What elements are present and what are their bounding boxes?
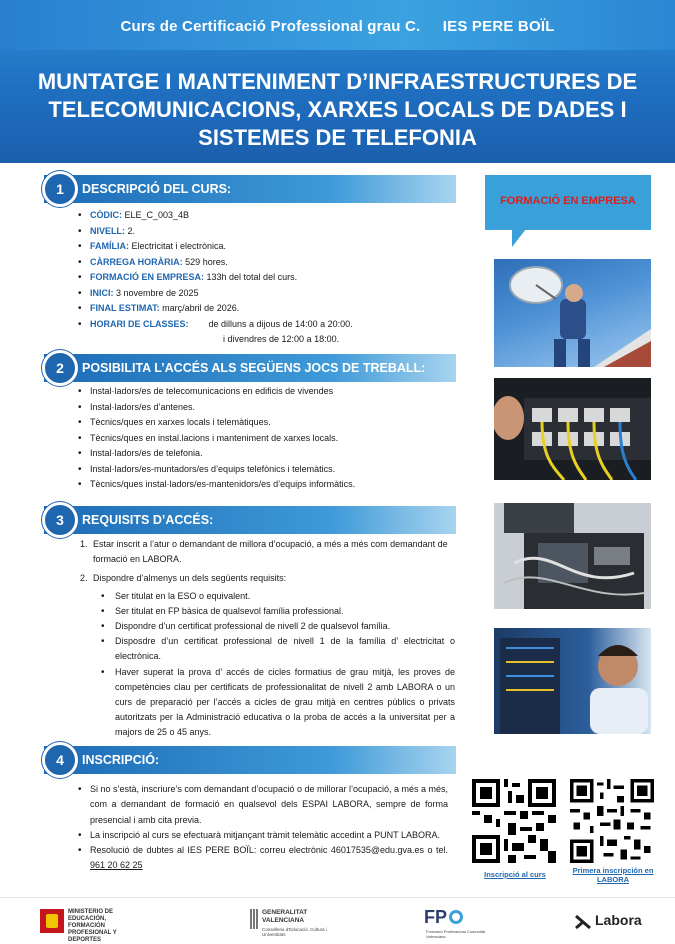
- list-item: • CÒDIC: ELE_C_003_4B: [78, 208, 458, 224]
- list-item: • La inscripció al curs se efectuarà mitjançant tràmit telemàtic accedint a PUNT LABORA.: [78, 828, 448, 843]
- list-item: • FINAL ESTIMAT: març/abril de 2026.: [78, 301, 458, 317]
- list-item: • Ser titulat en la ESO o equivalent.: [101, 589, 455, 604]
- section-title-requirements: REQUISITS D’ACCÉS:: [82, 513, 214, 527]
- requirements-list: [80, 537, 455, 741]
- section-bar-inscription: [44, 746, 456, 774]
- section-number-3: 3: [42, 502, 78, 538]
- photo-antenna-installer: [494, 259, 651, 367]
- section-title-jobs: POSIBILITA L’ACCÉS ALS SEGÜENS JOCS DE TREBALL:: [82, 361, 426, 375]
- qr-label-labora[interactable]: Primera inscripción en LABORA: [572, 866, 654, 884]
- requirements-sublist: [101, 589, 455, 741]
- labora-logo: Labora: [595, 912, 642, 928]
- section-title-description: DESCRIPCIÓ DEL CURS:: [82, 182, 232, 196]
- list-item: • Instal·ladors/es d’antenes.: [78, 400, 458, 416]
- generalitat-logo: GENERALITAT VALENCIANA: [262, 909, 308, 924]
- list-item: • Si no s’està, inscriure’s com demandant d’ocupació o de millorar l’ocupació, a més a més, com a demandant de formació en qualsevol dels ESPAI LABORA, sempre de forma presencial i amb cita previa.: [78, 782, 448, 828]
- list-item: • FORMACIÓ EN EMPRESA: 133h del total del curs.: [78, 270, 458, 286]
- list-item: • Ser titulat en FP bàsica de qualsevol família professional.: [101, 604, 455, 619]
- technician-illustration: [494, 628, 651, 734]
- generalitat-crest-icon: [250, 909, 259, 929]
- photo-technician: [494, 628, 651, 734]
- header-subtitle: [0, 18, 675, 35]
- footer-logos: [0, 897, 675, 944]
- internship-callout: FORMACIÓ EN EMPRESA: [485, 175, 651, 230]
- section-number-2: 2: [42, 350, 78, 386]
- list-item: • CÀRREGA HORÀRIA: 529 hores.: [78, 255, 458, 271]
- ministry-name: MINISTERIO DE EDUCACIÓN, FORMACIÓN PROFESIONAL Y DEPORTES: [68, 909, 117, 943]
- photo-computer-internals: [494, 503, 651, 609]
- list-item: • Dispondre d’un certificat professional de nivell 2 de qualsevol família.: [101, 619, 455, 634]
- list-item: • HORARI DE CLASSES: de dilluns a dijous de 14:00 a 20:00.: [78, 317, 458, 333]
- list-item: • Tècnics/ques instal·ladors/es-mantenidors/es d’equips informàtics.: [78, 477, 458, 493]
- list-item: 2. Dispondre d’almenys un dels següents requisits: • Ser titulat en la ESO o equivalent. • Ser titulat en FP bàsica de qualsevol família professional. • Dispondre d’un certificat professional de nivell 2 de qualsevol família. • Disposdre d’un certificat professional de nivell 1 de la família d’ electricitat o electrònica. • Haver superat la prova d’ accés de cicles formatius de grau mitjà, les proves de competències clau per certificats de professionalitat de nivell 2 amb LABORA o un curs de preparació per l’accés a cicles de grau mitjà en centres públics o privats autoritzats per la Administració educativa o la proba de accés a la universitat per a majors de 25 o 45 anys.: [80, 571, 455, 740]
- section-bar-jobs: [44, 354, 456, 382]
- list-item: • Instal·ladors/es de telecomunicacions en edificis de vivendes: [78, 384, 458, 400]
- switch-illustration: [494, 378, 651, 480]
- fp-subtitle: Formació Professional Comunitat Valenciana: [426, 929, 486, 939]
- qr-icon: [472, 779, 556, 863]
- list-item: • Instal·ladors/es-muntadors/es d’equips telefònics i telemàtics.: [78, 462, 458, 478]
- generalitat-subtitle: Conselleria d'Educació, Cultura i Universitats: [262, 927, 327, 937]
- antenna-illustration: [494, 259, 651, 367]
- jobs-list: [78, 384, 458, 493]
- page-title: MUNTATGE I MANTENIMENT D’INFRAESTRUCTURES DE TELECOMUNICACIONS, XARXES LOCALS DE DADES I SISTEMES DE TELEFONIA: [37, 69, 638, 150]
- spain-coat-of-arms-icon: [40, 909, 64, 933]
- fp-logo: FP: [424, 907, 448, 927]
- labora-icon: [574, 913, 592, 931]
- list-item: • NIVELL: 2.: [78, 224, 458, 240]
- schedule-friday: i divendres de 12:00 a 18:00.: [223, 334, 340, 344]
- list-item: • INICI: 3 novembre de 2025: [78, 286, 458, 302]
- fp-circle-icon: [449, 910, 463, 924]
- qr-label-course[interactable]: Inscripció al curs: [484, 870, 546, 879]
- list-item: • FAMÍLIA: Electricitat i electrònica.: [78, 239, 458, 255]
- section-number-1: 1: [42, 171, 78, 207]
- computer-illustration: [494, 503, 651, 609]
- list-item: • Tècnics/ques en xarxes locals i telemàtiques.: [78, 415, 458, 431]
- description-list: [78, 208, 458, 332]
- qr-code-labora-registration[interactable]: [570, 779, 654, 863]
- callout-tail: [512, 229, 540, 247]
- list-item: • Tècnics/ques en instal.lacions i manteniment de xarxes locals.: [78, 431, 458, 447]
- list-item: • Disposdre d’un certificat professional de nivell 1 de la família d’ electricitat o electrònica.: [101, 634, 455, 664]
- phone-number[interactable]: 961 20 62 25: [90, 860, 143, 871]
- photo-network-switch: [494, 378, 651, 480]
- qr-icon: [570, 779, 654, 863]
- list-item: 1. Estar inscrit a l’atur o demandant de millora d’ocupació, a més a més com demandant de formació en LABORA.: [80, 539, 448, 565]
- qr-code-course-inscription[interactable]: [472, 779, 556, 863]
- inscription-list: [78, 782, 448, 874]
- school-name: IES PERE BOÏL: [442, 18, 555, 35]
- section-number-4: 4: [42, 742, 78, 778]
- section-bar-requirements: [44, 506, 456, 534]
- course-type: Curs de Certificació Professional grau C.: [120, 18, 421, 35]
- list-item: • Instal·ladors/es de telefonia.: [78, 446, 458, 462]
- section-bar-description: [44, 175, 456, 203]
- list-item: • Haver superat la prova d’ accés de cicles formatius de grau mitjà, les proves de competències clau per certificats de professionalitat de nivell 2 amb LABORA o un curs de preparació per l’accés a cicles de grau mitjà en centres públics o privats autoritzats per la Administració educativa o la proba de accés a la universitat per a majors de 25 o 45 anys.: [101, 665, 455, 741]
- header-banner: [0, 0, 675, 163]
- list-item: • Resolució de dubtes al IES PERE BOÏL: correu electrònic 46017535@edu.gva.es o tel. 961 20 62 25: [78, 843, 448, 874]
- section-title-inscription: INSCRIPCIÓ:: [82, 753, 160, 767]
